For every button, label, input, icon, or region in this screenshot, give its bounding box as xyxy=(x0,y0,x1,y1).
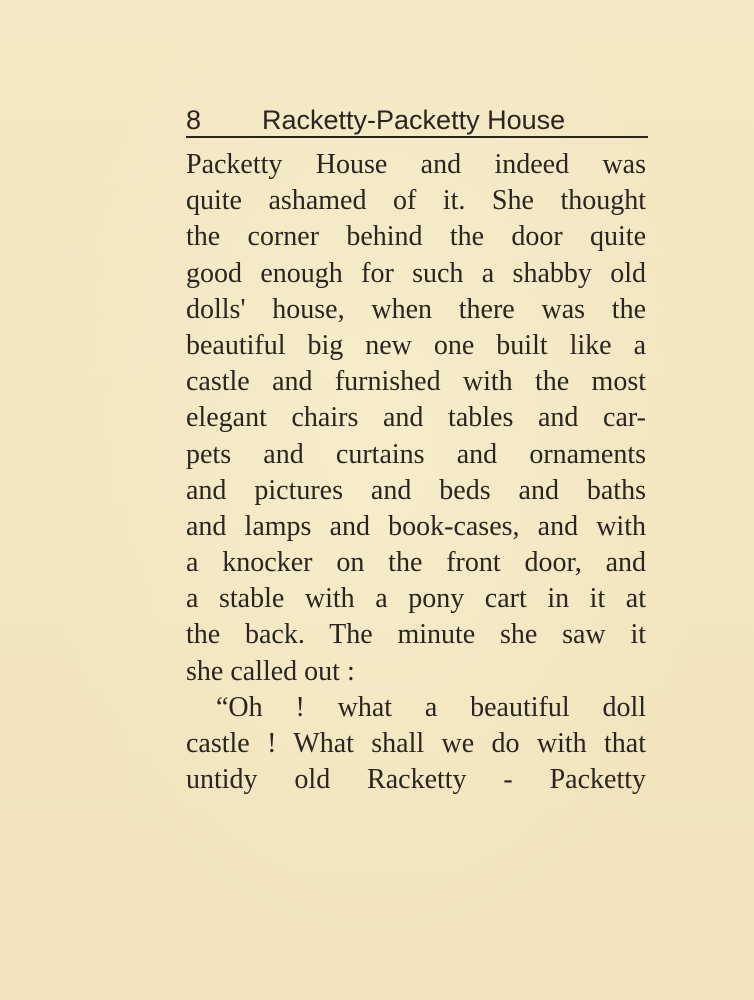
text-line: and lamps and book-cases, and with xyxy=(186,510,646,542)
text-line: she called out : xyxy=(186,655,355,687)
text-line: the back. The minute she saw it xyxy=(186,619,646,651)
text-line: dolls' house, when there was the xyxy=(186,293,646,325)
text-line: beautiful big new one built like a xyxy=(186,329,646,361)
text-line: the corner behind the door quite xyxy=(186,221,646,253)
page-number: 8 xyxy=(186,105,202,135)
text-line: a stable with a pony cart in it at xyxy=(186,583,646,615)
text-line: castle and furnished with the most xyxy=(186,366,646,398)
text-line: a knocker on the front door, and xyxy=(186,547,646,579)
text-line: quite ashamed of it. She thought xyxy=(186,185,646,217)
running-title: Racketty-Packetty House xyxy=(262,105,566,135)
text-line: good enough for such a shabby old xyxy=(186,257,646,289)
text-line: elegant chairs and tables and car- xyxy=(186,402,646,434)
text-line: “Oh ! what a beautiful doll xyxy=(216,691,646,723)
text-line: untidy old Racketty - Packetty xyxy=(186,764,646,796)
body-text xyxy=(186,147,646,798)
header-rule xyxy=(186,136,648,138)
text-line: Packetty House and indeed was xyxy=(186,149,646,180)
text-line: castle ! What shall we do with that xyxy=(186,728,646,759)
text-line: pets and curtains and ornaments xyxy=(186,438,646,470)
running-head xyxy=(186,104,648,138)
text-line: and pictures and beds and baths xyxy=(186,474,646,506)
